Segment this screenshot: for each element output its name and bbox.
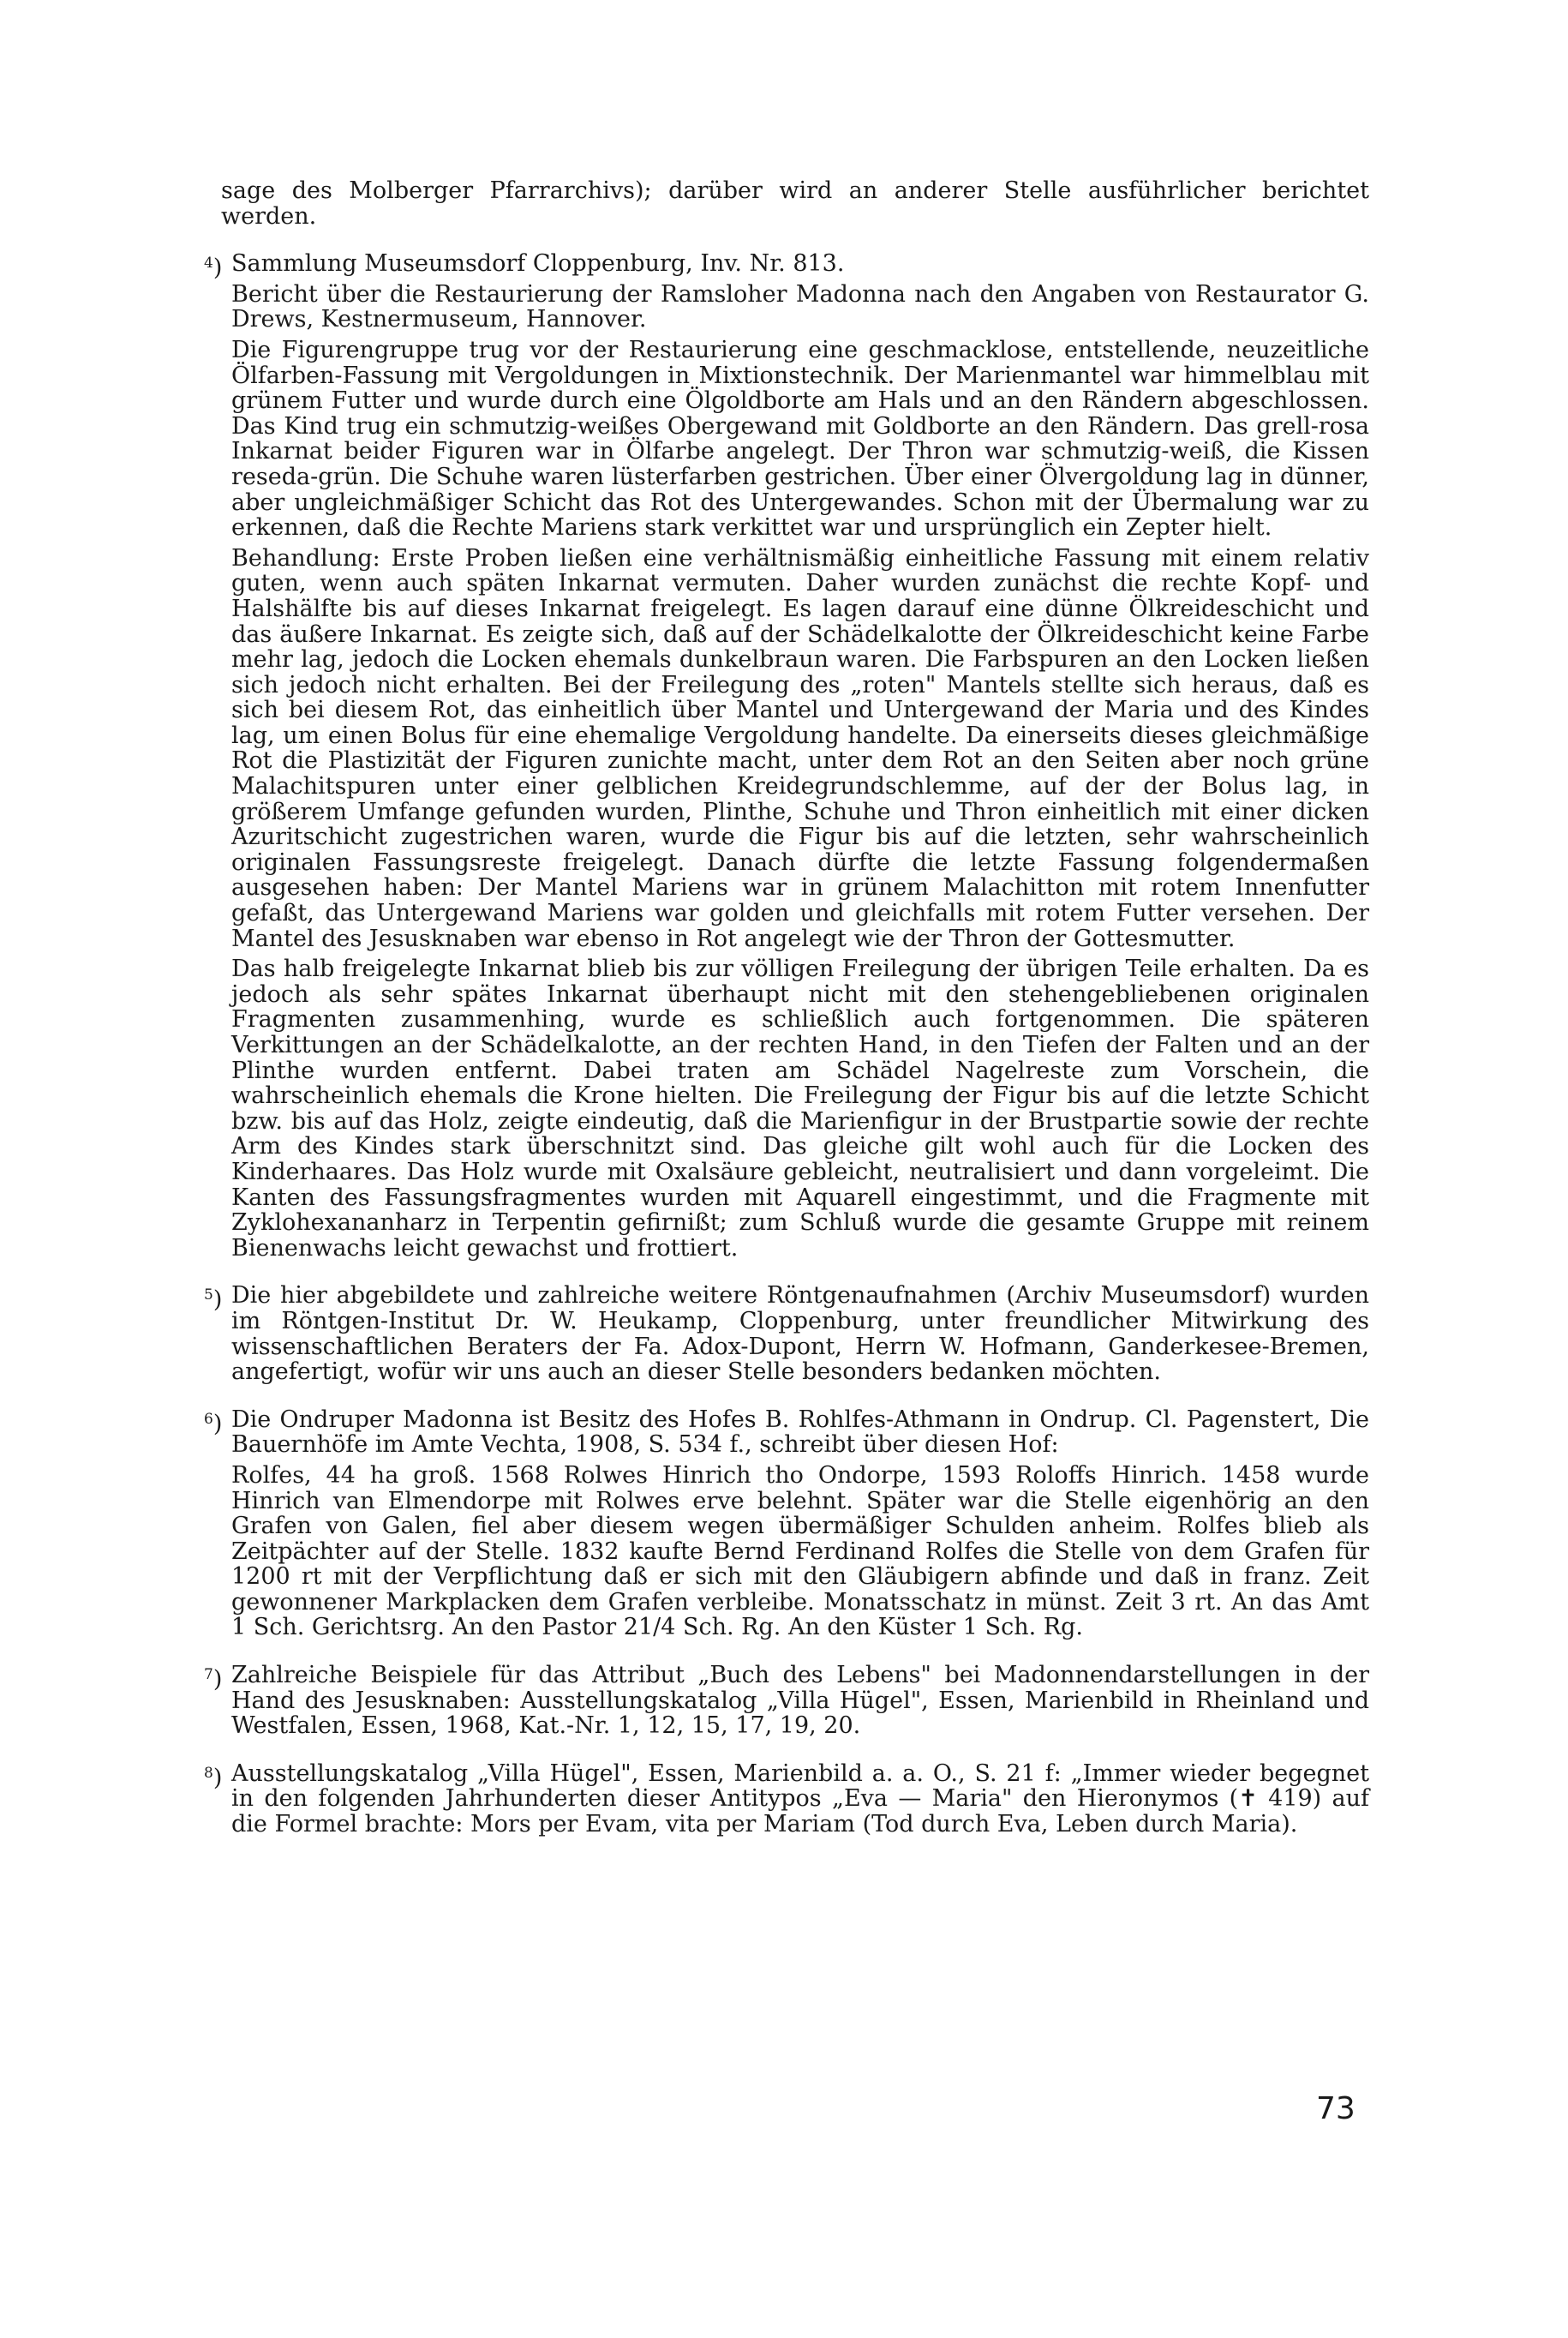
footnote-8	[204, 1759, 1369, 1838]
footnote-paragraph: Behandlung: Erste Proben ließen eine verhältnismäßig einheitliche Fassung mit einem relativ guten, wenn auch späten Inkarnat vermuten. Daher wurden zunächst die rechte Kopf- und Halshälfte bis auf dieses Inkarnat freigelegt. Es lagen darauf eine dünne Ölkreideschicht und das äußere Inkarnat. Es zeigte sich, daß auf der Schädelkalotte der Ölkreideschicht keine Farbe mehr lag, jedoch die Locken ehemals dunkelbraun waren. Die Farbspuren an den Locken ließen sich jedoch nicht erhalten. Bei der Freilegung des „roten" Mantels stellte sich heraus, daß es sich bei diesem Rot, das einheitlich über Mantel und Untergewand der Maria und des Kindes lag, um einen Bolus für eine ehemalige Vergoldung handelte. Da einerseits dieses gleichmäßige Rot die Plastizität der Figuren zunichte macht, unter dem Rot an den Seiten aber noch grüne Malachitspuren unter einer gelblichen Kreidegrundschlemme, auf der der Bolus lag, in größerem Umfange gefunden wurden, Plinthe, Schuhe und Thron einheitlich mit einer dicken Azuritschicht zugestrichen waren, wurde die Figur bis auf die letzten, sehr wahrscheinlich originalen Fassungsreste freigelegt. Danach dürfte die letzte Fassung folgendermaßen ausgesehen haben: Der Mantel Mariens war in grünem Malachitton mit rotem Innenfutter gefaßt, das Untergewand Mariens war golden und gleichfalls mit rotem Futter versehen. Der Mantel des Jesusknaben war ebenso in Rot angelegt wie der Thron der Gottesmutter.	[231, 544, 1369, 952]
footnote-marker: $^7$)	[204, 1666, 223, 1694]
footnote-marker: $^6$)	[204, 1410, 223, 1437]
intro-paragraph: sage des Molberger Pfarrarchivs); darüber wird an anderer Stelle ausführlicher berichtet werden.	[221, 177, 1369, 230]
footnote-paragraph: Die hier abgebildete und zahlreiche weitere Röntgenaufnahmen (Archiv Museumsdorf) wurden im Röntgen-Institut Dr. W. Heukamp, Cloppenburg, unter freundlicher Mitwirkung des wissenschaftlichen Beraters der Fa. Adox-Dupont, Herrn W. Hofmann, Ganderkesee-Bremen, angefertigt, wofür wir uns auch an dieser Stelle besonders bedanken möchten.	[231, 1282, 1369, 1386]
footnote-paragraph: Die Ondruper Madonna ist Besitz des Hofes B. Rohlfes-Athmann in Ondrup. Cl. Pagenstert, Die Bauernhöfe im Amte Vechta, 1908, S. 534 f., schreibt über diesen Hof:	[231, 1406, 1369, 1459]
footnote-paragraph: Ausstellungskatalog „Villa Hügel", Essen, Marienbild a. a. O., S. 21 f: „Immer wieder begegnet in den folgenden Jahrhunderten dieser Antitypos „Eva — Maria" den Hieronymos (✝ 419) auf die Formel brachte: Mors per Evam, vita per Mariam (Tod durch Eva, Leben durch Maria).	[231, 1759, 1369, 1838]
footnote-7	[204, 1662, 1369, 1740]
footnote-marker: $^8$)	[204, 1764, 223, 1791]
footnote-paragraph: Bericht über die Restaurierung der Ramsloher Madonna nach den Angaben von Restaurator G. Drews, Kestnermuseum, Hannover.	[231, 280, 1369, 333]
footnote-paragraph: Sammlung Museumsdorf Cloppenburg, Inv. Nr. 813.	[231, 250, 845, 278]
page-body	[204, 177, 1369, 1860]
footnote-paragraph: Das halb freigelegte Inkarnat blieb bis zur völligen Freilegung der übrigen Teile erhalten. Da es jedoch als sehr spätes Inkarnat überhaupt nicht mit den stehengebliebenen originalen Fragmenten zusammenhing, wurde es schließlich auch fortgenommen. Die späteren Verkittungen an der Schädelkalotte, an der rechten Hand, in den Tiefen der Falten und an der Plinthe wurden entfernt. Dabei traten am Schädel Nagelreste zum Vorschein, die wahrscheinlich ehemals die Krone hielten. Die Freilegung der Figur bis auf die letzte Schicht bzw. bis auf das Holz, zeigte eindeutig, daß die Marienfigur in der Brustpartie sowie der rechte Arm des Kindes stark überschnitzt sind. Das gleiche gilt wohl auch für die Locken des Kinderhaares. Das Holz wurde mit Oxalsäure gebleicht, neutralisiert und dann vorgeleimt. Die Kanten des Fassungsfragmentes wurden mit Aquarell eingestimmt, und die Fragmente mit Zyklohexananharz in Terpentin gefirnißt; zum Schluß wurde die gesamte Gruppe mit reinem Bienenwachs leicht gewachst und frottiert.	[231, 956, 1369, 1262]
footnote-marker: $^4$)	[204, 255, 223, 282]
footnote-paragraph: Die Figurengruppe trug vor der Restaurierung eine geschmacklose, entstellende, neuzeitliche Ölfarben-Fassung mit Vergoldungen in Mixtionstechnik. Der Marienmantel war himmelblau mit grünem Futter und wurde durch eine Ölgoldborte am Hals und an den Rändern abgeschlossen. Das Kind trug ein schmutzig-weißes Obergewand mit Goldborte an den Rändern. Das grell-rosa Inkarnat beider Figuren war in Ölfarbe angelegt. Der Thron war schmutzig-weiß, die Kissen reseda-grün. Die Schuhe waren lüsterfarben gestrichen. Über einer Ölvergoldung lag in dünner, aber ungleichmäßiger Schicht das Rot des Untergewandes. Schon mit der Übermalung war zu erkennen, daß die Rechte Mariens stark verkittet war und ursprünglich ein Zepter hielt.	[231, 336, 1369, 542]
page-number: 73	[1316, 2091, 1356, 2126]
footnote-4	[204, 250, 1369, 1262]
footnote-marker: $^5$)	[204, 1286, 223, 1314]
footnote-paragraph: Rolfes, 44 ha groß. 1568 Rolwes Hinrich tho Ondorpe, 1593 Roloffs Hinrich. 1458 wurde Hinrich van Elmendorpe mit Rolwes erve belehnt. Später war die Stelle eigenhörig an den Grafen von Galen, fiel aber diesem wegen übermäßiger Schulden anheim. Rolfes blieb als Zeitpächter auf der Stelle. 1832 kaufte Bernd Ferdinand Rolfes die Stelle von dem Grafen für 1200 rt mit der Verpflichtung daß er sich mit den Gläubigern abfinde und daß in franz. Zeit gewonnener Markplacken dem Grafen verbleibe. Monatsschatz in münst. Zeit 3 rt. An das Amt 1 Sch. Gerichtsrg. An den Pastor 21/4 Sch. Rg. An den Küster 1 Sch. Rg.	[231, 1461, 1369, 1641]
footnote-paragraph: Zahlreiche Beispiele für das Attribut „Buch des Lebens" bei Madonnendarstellungen in der Hand des Jesusknaben: Ausstellungskatalog „Villa Hügel", Essen, Marienbild in Rheinland und Westfalen, Essen, 1968, Kat.-Nr. 1, 12, 15, 17, 19, 20.	[231, 1662, 1369, 1740]
footnote-6	[204, 1406, 1369, 1641]
footnote-5	[204, 1282, 1369, 1386]
